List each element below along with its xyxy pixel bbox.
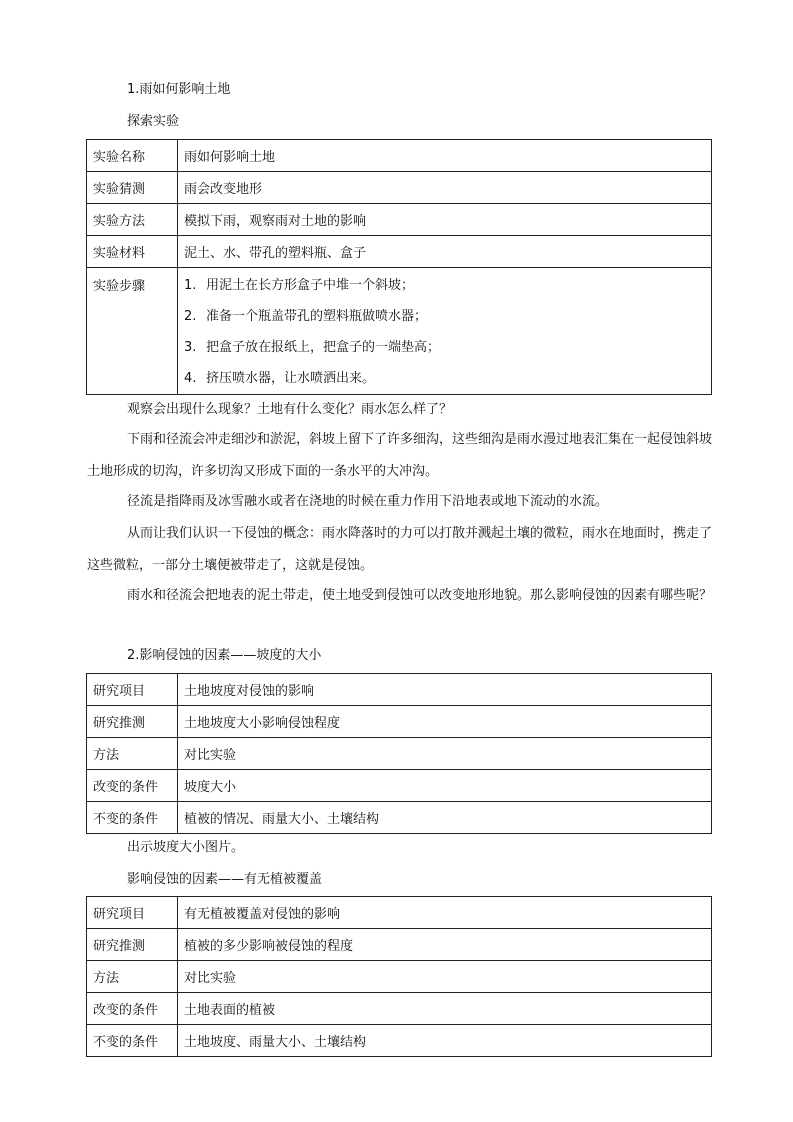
section2-heading: 2.影响侵蚀的因素——坡度的大小 — [127, 648, 322, 663]
list-item — [184, 332, 711, 363]
step-text: 挤压喷水器，让水喷洒出来。 — [206, 371, 376, 386]
step-text: 准备一个瓶盖带孔的塑料瓶做喷水器； — [206, 309, 428, 324]
table-key: 实验方法 — [87, 204, 178, 236]
table-key: 实验猜测 — [87, 172, 178, 204]
table-key: 实验步骤 — [87, 268, 178, 395]
table-row — [87, 1025, 712, 1057]
table-key: 不变的条件 — [87, 1025, 178, 1057]
table-value: 植被的多少影响被侵蚀的程度 — [178, 929, 712, 961]
table-key: 改变的条件 — [87, 770, 178, 802]
table-row — [87, 770, 712, 802]
table-key: 实验名称 — [87, 140, 178, 172]
section1-subheading: 探索实验 — [127, 114, 180, 129]
table-row — [87, 993, 712, 1025]
step-text: 把盒子放在报纸上，把盒子的一端垫高； — [206, 340, 441, 355]
step-text: 用泥土在长方形盒子中堆一个斜坡； — [206, 278, 415, 293]
table-value: 雨会改变地形 — [178, 172, 712, 204]
table-key: 研究推测 — [87, 929, 178, 961]
table-value: 土地坡度、雨量大小、土壤结构 — [178, 1025, 712, 1057]
paragraph: 径流是指降雨及冰雪融水或者在浇地的时候在重力作用下沿地表或地下流动的水流。 — [127, 494, 609, 509]
table-row — [87, 236, 712, 268]
step-number: 4. — [184, 371, 197, 386]
table-row — [87, 172, 712, 204]
table-row — [87, 706, 712, 738]
table-value: 模拟下雨，观察雨对土地的影响 — [178, 204, 712, 236]
vegetation-table — [86, 896, 712, 1057]
table-key: 实验材料 — [87, 236, 178, 268]
table-row — [87, 674, 712, 706]
table-row — [87, 738, 712, 770]
step-number: 2. — [184, 309, 197, 324]
table-row — [87, 140, 712, 172]
experiment-table — [86, 139, 712, 395]
table-key: 改变的条件 — [87, 993, 178, 1025]
table-value: 雨如何影响土地 — [178, 140, 712, 172]
paragraph: 下雨和径流会冲走细沙和淤泥，斜坡上留下了许多细沟，这些细沟是雨水漫过地表汇集在一起侵蚀斜坡土地形成的切沟，许多切沟又形成下面的一条水平的大冲沟。 — [87, 432, 713, 479]
table-row — [87, 802, 712, 834]
table-value: 土地坡度对侵蚀的影响 — [178, 674, 712, 706]
section3-heading: 影响侵蚀的因素——有无植被覆盖 — [127, 872, 323, 887]
table-row — [87, 961, 712, 993]
table-value: 土地坡度大小影响侵蚀程度 — [178, 706, 712, 738]
table-key: 研究项目 — [87, 674, 178, 706]
table-value: 植被的情况、雨量大小、土壤结构 — [178, 802, 712, 834]
step-number: 1. — [184, 278, 197, 293]
table-value: 对比实验 — [178, 961, 712, 993]
table-key: 不变的条件 — [87, 802, 178, 834]
slope-table — [86, 673, 712, 834]
section1-heading: 1.雨如何影响土地 — [127, 82, 231, 97]
table-value: 坡度大小 — [178, 770, 712, 802]
paragraph: 观察会出现什么现象？土地有什么变化？雨水怎么样了？ — [127, 402, 453, 417]
table-value: 土地表面的植被 — [178, 993, 712, 1025]
table-value: 泥土、水、带孔的塑料瓶、盒子 — [178, 236, 712, 268]
table-row — [87, 268, 712, 395]
list-item — [184, 363, 711, 394]
section2-note: 出示坡度大小图片。 — [127, 840, 245, 855]
table-value: 对比实验 — [178, 738, 712, 770]
list-item — [184, 301, 711, 332]
paragraph: 雨水和径流会把地表的泥土带走，使土地受到侵蚀可以改变地形地貌。那么影响侵蚀的因素有哪些呢？ — [127, 588, 713, 603]
table-key: 研究推测 — [87, 706, 178, 738]
table-key: 方法 — [87, 738, 178, 770]
table-key: 方法 — [87, 961, 178, 993]
table-value: 有无植被覆盖对侵蚀的影响 — [178, 897, 712, 929]
steps-cell — [178, 268, 712, 395]
table-row — [87, 929, 712, 961]
table-row — [87, 897, 712, 929]
table-key: 研究项目 — [87, 897, 178, 929]
step-number: 3. — [184, 340, 197, 355]
paragraph: 从而让我们认识一下侵蚀的概念：雨水降落时的力可以打散并溅起土壤的微粒，雨水在地面时，携走了这些微粒，一部分土壤便被带走了，这就是侵蚀。 — [87, 526, 713, 573]
table-row — [87, 204, 712, 236]
list-item — [184, 270, 711, 301]
